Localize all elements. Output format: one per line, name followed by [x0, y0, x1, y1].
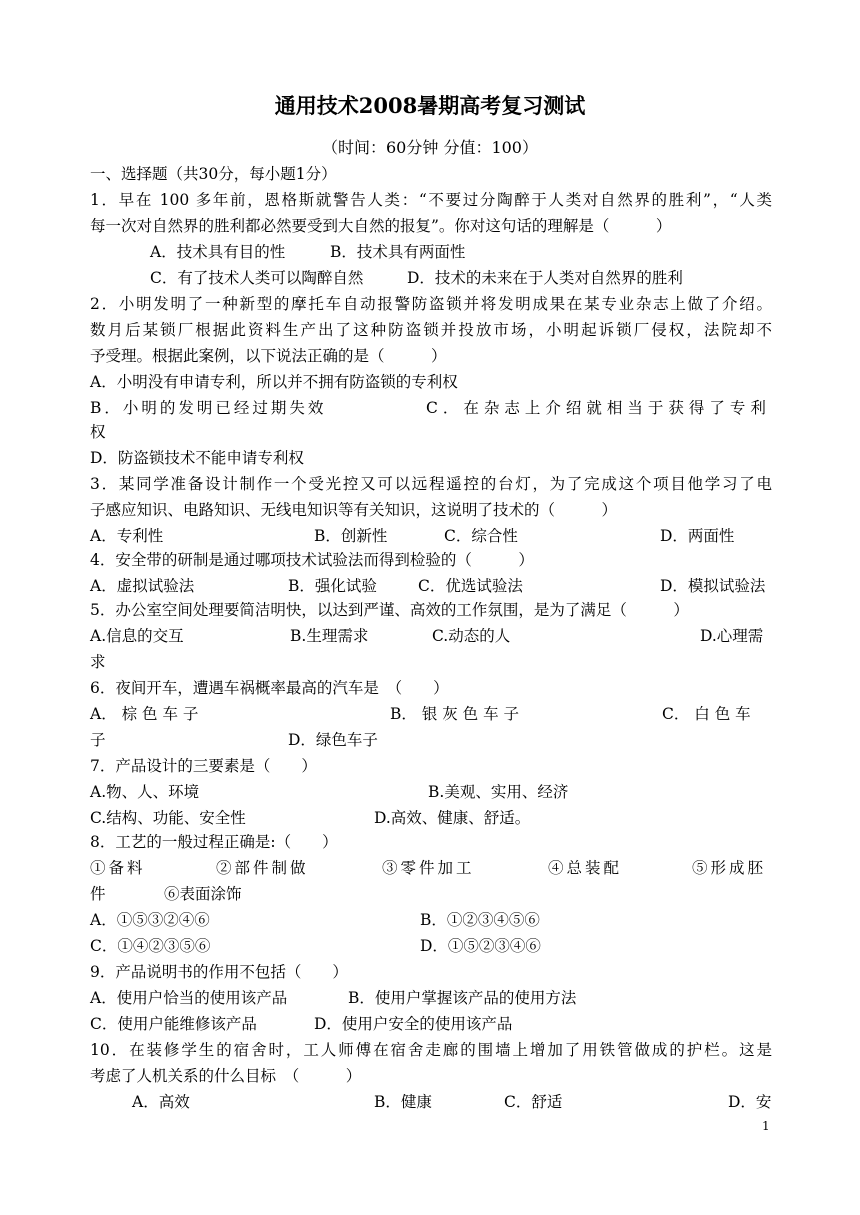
question-1-option-b: B．技术具有两面性: [330, 243, 466, 261]
question-2-option-c: C．在杂志上介绍就相当于获得了专利: [426, 399, 771, 417]
question-5-option-a: A.信息的交互: [90, 627, 184, 645]
question-8-step-2: ②部件制做: [216, 859, 309, 877]
question-9-option-c: C．使用户能维修该产品: [90, 1015, 257, 1033]
question-6-line-1: 6．夜间开车，遭遇车祸概率最高的汽车是 （ ）: [90, 679, 449, 697]
question-8-line-1: 8．工艺的一般过程正确是:（ ）: [90, 833, 338, 851]
question-10-option-a: A．高效: [132, 1093, 190, 1111]
question-3-option-c: C．综合性: [444, 527, 518, 545]
question-1-line-1: 1．早在 100 多年前，恩格斯就警告人类：“不要过分陶醉于人类对自然界的胜利”，“人类: [90, 191, 772, 209]
question-9-option-b: B．使用户掌握该产品的使用方法: [348, 989, 577, 1007]
question-1-line-2: 每一次对自然界的胜利都必然要受到大自然的报复”。你对这句话的理解是（ ）: [90, 217, 672, 235]
question-3-line-2: 子感应知识、电路知识、无线电知识等有关知识，这说明了技术的（ ）: [90, 501, 618, 519]
question-8-option-b: B．①②③④⑤⑥: [420, 911, 540, 929]
question-8-step-1: ①备料: [90, 859, 146, 877]
question-10-option-b: B．健康: [374, 1093, 432, 1111]
question-8-step-3: ③零件加工: [382, 859, 475, 877]
question-10-option-c: C．舒适: [504, 1093, 563, 1111]
question-5-option-c: C.动态的人: [432, 627, 511, 645]
question-10-line-2: 考虑了人机关系的什么目标 （ ）: [90, 1067, 362, 1085]
question-6-option-d: D．绿色车子: [288, 731, 378, 749]
question-4-line-1: 4．安全带的研制是通过哪项技术试验法而得到检验的（ ）: [90, 551, 534, 569]
question-6-option-a: A． 棕 色 车 子: [90, 705, 199, 723]
question-1-option-a: A．技术具有目的性: [150, 243, 286, 261]
question-2-option-a: A．小明没有申请专利，所以并不拥有防盗锁的专利权: [90, 373, 458, 391]
question-8-step-4: ④总装配: [548, 859, 623, 877]
section-heading: 一、选择题（共30分，每小题1分）: [90, 165, 337, 183]
question-5-option-d-wrap: 求: [90, 653, 106, 671]
question-7-option-d: D.高效、健康、舒适。: [374, 809, 531, 827]
question-5-option-b: B.生理需求: [290, 627, 369, 645]
question-9-option-a: A．使用户恰当的使用该产品: [90, 989, 288, 1007]
question-3-line-1: 3．某同学准备设计制作一个受光控又可以远程遥控的台灯，为了完成这个项目他学习了电: [90, 475, 772, 493]
question-7-option-b: B.美观、实用、经济: [428, 783, 569, 801]
question-8-step-5: ⑤形成胚: [692, 859, 767, 877]
question-6-option-b: B． 银 灰 色 车 子: [390, 705, 520, 723]
question-5-line-1: 5．办公室空间处理要简洁明快，以达到严谨、高效的工作氛围，是为了满足（ ）: [90, 601, 689, 619]
question-2-line-3: 予受理。根据此案例，以下说法正确的是（ ）: [90, 347, 447, 365]
question-2-line-1: 2．小明发明了一种新型的摩托车自动报警防盗锁并将发明成果在某专业杂志上做了介绍。: [90, 295, 772, 313]
question-8-step-5-wrap: 件: [90, 885, 106, 903]
question-6-option-c-wrap: 子: [90, 731, 106, 749]
question-4-option-a: A．虚拟试验法: [90, 577, 195, 595]
question-8-option-c: C．①④②③⑤⑥: [90, 937, 211, 955]
question-5-option-d: D.心理需: [700, 627, 764, 645]
question-7-line-1: 7．产品设计的三要素是（ ）: [90, 757, 317, 775]
question-9-option-d: D．使用户安全的使用该产品: [314, 1015, 513, 1033]
question-2-line-2: 数月后某锁厂根据此资料生产出了这种防盗锁并投放市场，小明起诉锁厂侵权，法院却不: [90, 321, 772, 339]
question-2-option-c-wrap: 权: [90, 423, 106, 441]
question-2-option-d: D．防盗锁技术不能申请专利权: [90, 449, 304, 467]
question-4-option-d: D．模拟试验法: [660, 577, 766, 595]
question-7-option-c: C.结构、功能、安全性: [90, 809, 246, 827]
question-7-option-a: A.物、人、环境: [90, 783, 200, 801]
question-6-option-c: C． 白 色 车: [662, 705, 751, 723]
question-8-step-6: ⑥表面涂饰: [164, 885, 242, 903]
question-3-option-d: D．两面性: [660, 527, 735, 545]
question-2-option-b: B．小明的发明已经过期失效: [90, 399, 327, 417]
question-4-option-c: C．优选试验法: [418, 577, 523, 595]
question-10-option-d: D．安: [728, 1093, 772, 1111]
question-1-option-d: D．技术的未来在于人类对自然界的胜利: [407, 269, 683, 287]
question-9-line-1: 9．产品说明书的作用不包括（ ）: [90, 963, 348, 981]
question-8-option-a: A．①⑤③②④⑥: [90, 911, 210, 929]
question-8-option-d: D．①⑤②③④⑥: [420, 937, 541, 955]
question-3-option-b: B．创新性: [314, 527, 388, 545]
question-1-option-c: C．有了技术人类可以陶醉自然: [150, 269, 364, 287]
question-10-line-1: 10．在装修学生的宿舍时，工人师傅在宿舍走廊的围墙上增加了用铁管做成的护栏。这是: [90, 1041, 772, 1059]
question-4-option-b: B．强化试验: [288, 577, 377, 595]
question-3-option-a: A．专利性: [90, 527, 164, 545]
page-subtitle: （时间：60分钟 分值：100）: [322, 138, 538, 157]
page-number: 1: [762, 1119, 770, 1133]
page-title: 通用技术2008暑期高考复习测试: [274, 93, 586, 118]
